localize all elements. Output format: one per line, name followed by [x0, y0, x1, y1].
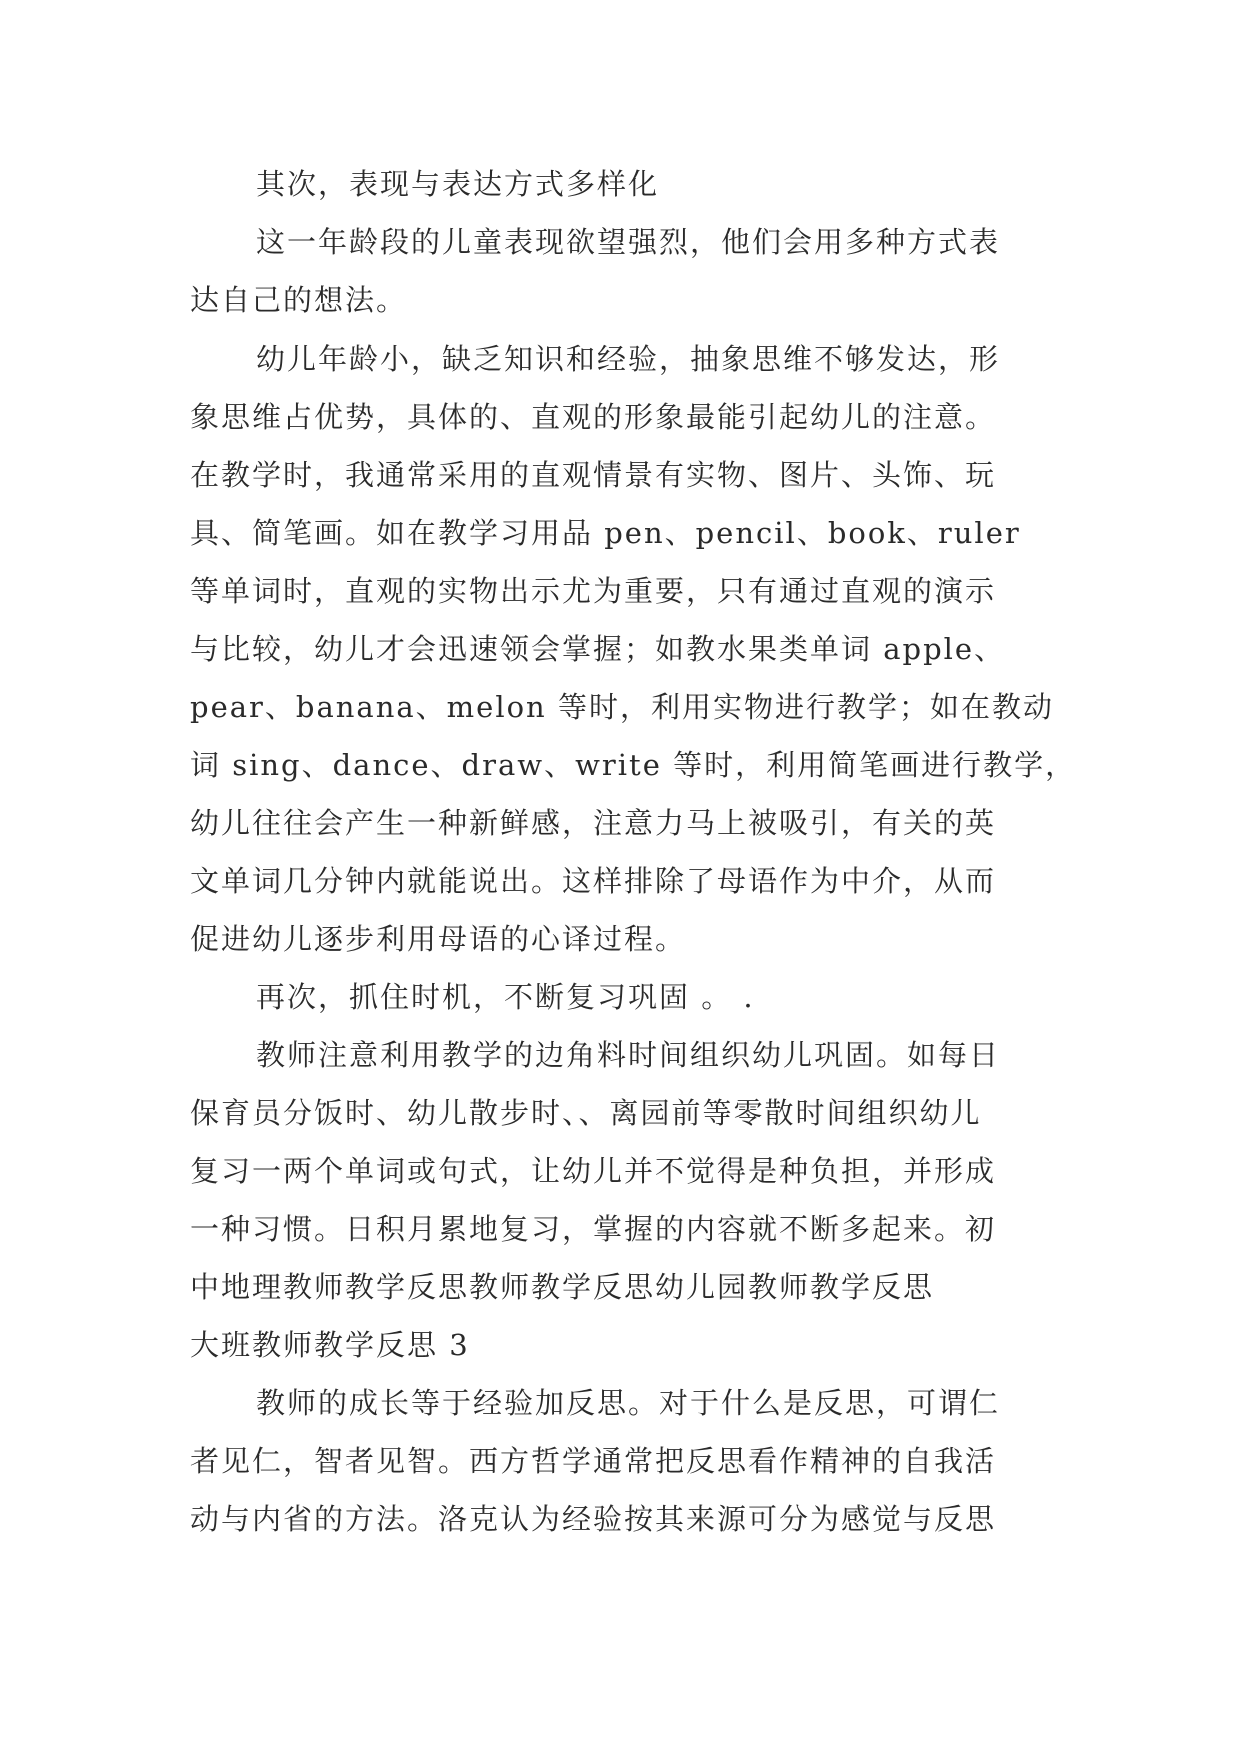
text-line: 词 sing、dance、draw、write 等时，利用简笔画进行教学， — [190, 748, 1077, 782]
text-line: 这一年龄段的儿童表现欲望强烈，他们会用多种方式表 — [256, 225, 1001, 259]
text-line: 其次，表现与表达方式多样化 — [256, 167, 660, 201]
text-line: 在教学时，我通常采用的直观情景有实物、图片、头饰、玩 — [190, 458, 997, 492]
text-line: 者见仁，智者见智。西方哲学通常把反思看作精神的自我活 — [190, 1444, 997, 1478]
text-line: 具、简笔画。如在教学习用品 pen、pencil、book、ruler — [190, 516, 1021, 550]
text-line: 动与内省的方法。洛克认为经验按其来源可分为感觉与反思 — [190, 1502, 997, 1536]
text-line: 与比较，幼儿才会迅速领会掌握；如教水果类单词 apple、 — [190, 632, 1006, 666]
section-heading: 大班教师教学反思 3 — [190, 1328, 470, 1362]
text-line: 教师的成长等于经验加反思。对于什么是反思，可谓仁 — [256, 1386, 1001, 1420]
text-line: 文单词几分钟内就能说出。这样排除了母语作为中介，从而 — [190, 864, 997, 898]
text-line: 中地理教师教学反思教师教学反思幼儿园教师教学反思 — [190, 1270, 935, 1304]
text-line: 复习一两个单词或句式，让幼儿并不觉得是种负担，并形成 — [190, 1154, 997, 1188]
text-line: 保育员分饭时、幼儿散步时、、离园前等零散时间组织幼儿 — [190, 1096, 982, 1130]
text-line: 幼儿年龄小，缺乏知识和经验，抽象思维不够发达，形 — [256, 342, 1001, 376]
text-line: 象思维占优势，具体的、直观的形象最能引起幼儿的注意。 — [190, 400, 997, 434]
text-line: 一种习惯。日积月累地复习，掌握的内容就不断多起来。初 — [190, 1212, 997, 1246]
text-line: 达自己的想法。 — [190, 283, 408, 317]
text-line: 再次，抓住时机，不断复习巩固 。 . — [256, 980, 755, 1014]
text-line: pear、banana、melon 等时，利用实物进行教学；如在教动 — [190, 690, 1054, 724]
text-line: 促进幼儿逐步利用母语的心译过程。 — [190, 922, 687, 956]
text-line: 教师注意利用教学的边角料时间组织幼儿巩固。如每日 — [256, 1038, 1001, 1072]
text-line: 幼儿往往会产生一种新鲜感，注意力马上被吸引，有关的英 — [190, 806, 997, 840]
text-line: 等单词时，直观的实物出示尤为重要，只有通过直观的演示 — [190, 574, 997, 608]
